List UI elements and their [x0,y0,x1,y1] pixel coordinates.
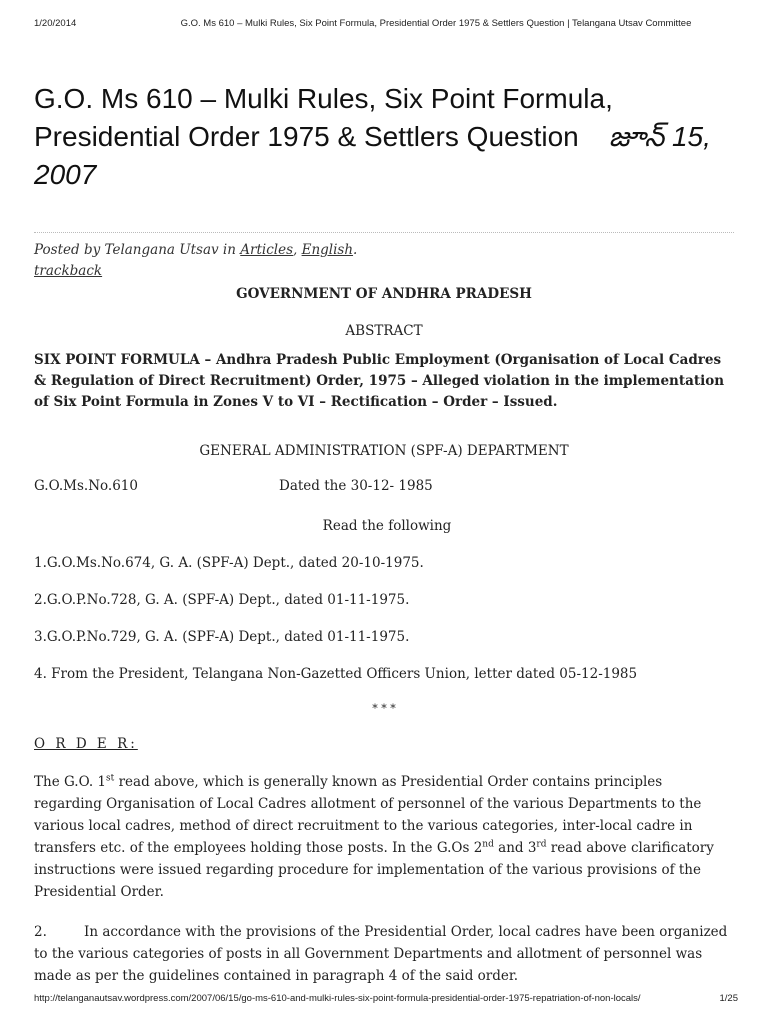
category-link-articles[interactable]: Articles [240,242,293,258]
department-heading: GENERAL ADMINISTRATION (SPF-A) DEPARTMENT [199,443,569,459]
print-url: http://telanganautsav.wordpress.com/2007/06/15/go-ms-610-and-mulki-rules-six-point-formula-presidential-order-1975-repatriation-of-non-locals/ [34,993,641,1004]
print-date: 1/20/2014 [34,18,77,29]
read-following: Read the following [322,518,452,534]
subject: SIX POINT FORMULA – Andhra Pradesh Public Employment (Organisation of Local Cadres & Regulation of Direct Recruitment) Order, 1975 – Alleged violation in the implementation of Six Point Formula in Zones V to VI – Rectification – Order – Issued [34,352,725,410]
print-title: G.O. Ms 610 – Mulki Rules, Six Point Formula, Presidential Order 1975 & Settlers Question | Telangana Utsav Committee [180,18,692,29]
post-title-block [34,80,734,194]
separator: * * * [372,702,396,715]
document-body [34,284,734,987]
page-number: 1/25 [719,993,738,1004]
paragraph-number: 2. [34,924,47,940]
reference-3: 3.G.O.P.No.729, G. A. (SPF-A) Dept., dated 01-11-1975. [34,629,410,645]
subject-text: SIX POINT FORMULA – Andhra Pradesh Public Employment (Organisation of Local Cadres & Regulation of Direct Recruitment) Order, 1975 – Alleged violation in the implementation of Six Point Formula in Zones V to VI – Rectification – Order – Issued. [34,352,725,410]
order-paragraph-2: 2. In accordance with the provisions of the Presidential Order, local cadres have been organized to the various categories of posts in all Government Departments and allotment of personnel was made as per the guidelines contained in paragraph 4 of the said order. [34,921,734,987]
order-paragraph-1: The G.O. 1st read above, which is generally known as Presidential Order contains principles regarding Organisation of Local Cadres allotment of personnel of the various Departments to the various local cadres, method of direct recruitment to the various categories, inter-local cadre in transfers etc. of the employees holding those posts. In the G.Os 2nd and 3rd read above clarificatory instructions were issued regarding procedure for implementation of the various provisions of the Presidential Order. [34,773,714,900]
go-dated: Dated the 30-12- 1985 [279,478,433,494]
divider [34,232,734,233]
posted-by: Posted by Telangana Utsav in [34,242,236,258]
abstract-heading: ABSTRACT [345,323,423,339]
reference-4: 4. From the President, Telangana Non-Gazetted Officers Union, letter dated 05-12-1985 [34,666,638,682]
go-number: G.O.Ms.No.610 [34,478,138,494]
reference-1: 1.G.O.Ms.No.674, G. A. (SPF-A) Dept., dated 20-10-1975. [34,555,424,571]
reference-2: 2.G.O.P.No.728, G. A. (SPF-A) Dept., dated 01-11-1975. [34,592,410,608]
trackback-link[interactable]: trackback [34,263,103,279]
category-link-english[interactable]: English [301,242,354,258]
go-number-row [34,478,734,498]
government-heading: GOVERNMENT OF ANDHRA PRADESH [236,286,532,302]
post-title: G.O. Ms 610 – Mulki Rules, Six Point Formula, Presidential Order 1975 & Settlers Question [34,83,613,152]
post-meta: Posted by Telangana Utsav in Articles, English. trackback [34,242,358,279]
post-date: 15, 2007 [34,121,711,190]
order-heading: O R D E R: [34,736,138,752]
post-date-telugu: జూన్ [608,121,665,152]
